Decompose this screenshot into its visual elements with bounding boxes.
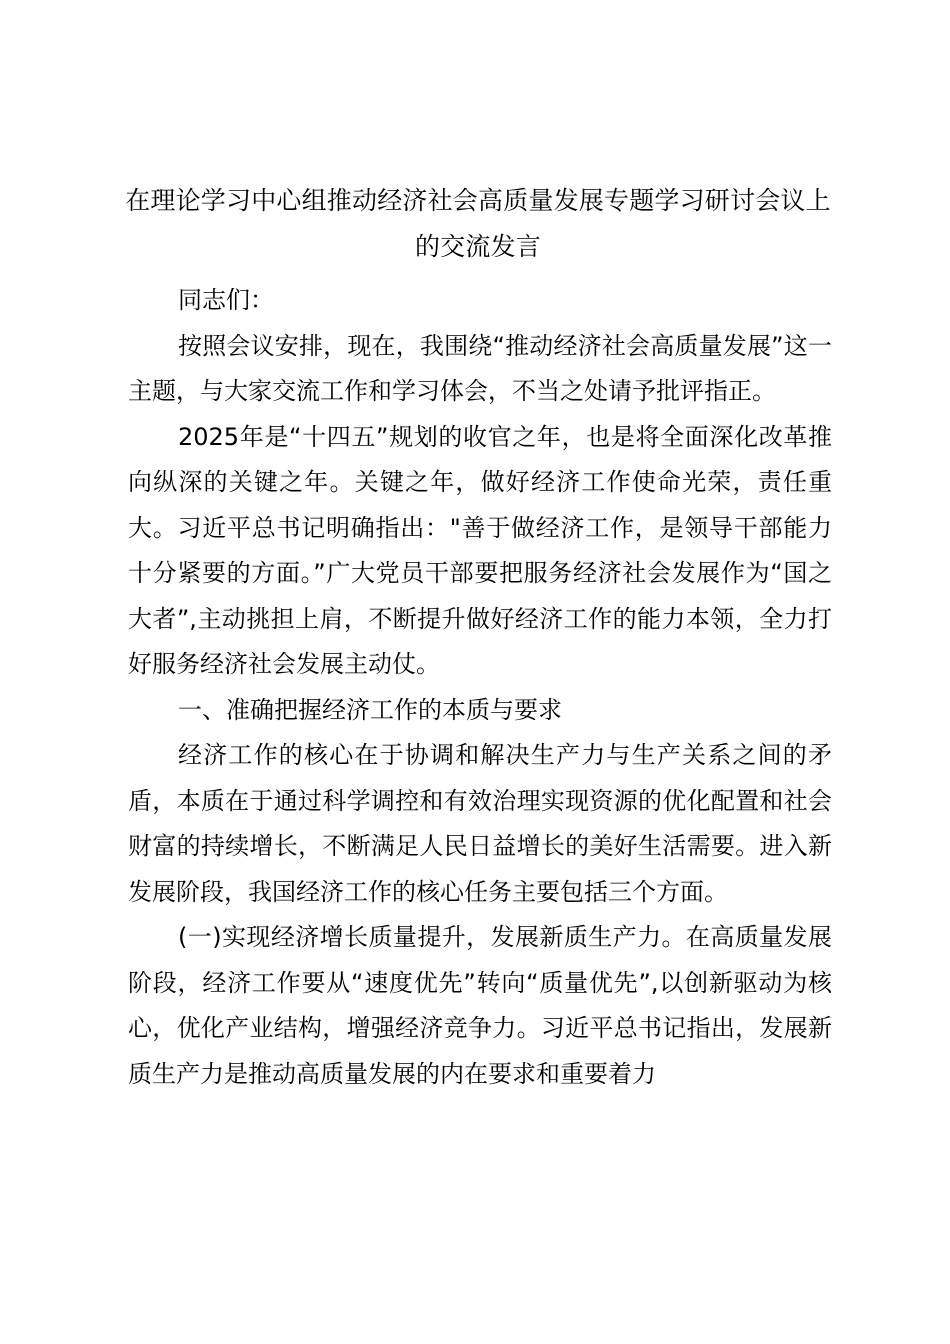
- document-title: 在理论学习中心组推动经济社会高质量发展专题学习研讨会议上的交流发言: [125, 186, 831, 261]
- document-body: [128, 278, 832, 1097]
- section-heading: 一、准确把握经济工作的本质与要求: [178, 695, 562, 724]
- paragraph-section-core: 经济工作的核心在于协调和解决生产力与生产关系之间的矛盾，本质在于通过科学调控和有效治理实现资源的优化配置和社会财富的持续增长，不断满足人民日益增长的美好生活需要。进入新发展阶段，我国经济工作的核心任务主要包括三个方面。: [128, 741, 832, 906]
- greeting: 同志们：: [178, 286, 274, 314]
- paragraph-section-point-one: (一)实现经济增长质量提升，发展新质生产力。在高质量发展阶段，经济工作要从“速度优先”转向“质量优先”,以创新驱动为核心，优化产业结构，增强经济竞争力。习近平总书记指出，发展新质生产力是推动高质量发展的内在要求和重要着力: [128, 923, 832, 1088]
- paragraph-background: 2025年是“十四五”规划的收官之年，也是将全面深化改革推向纵深的关键之年。关键之年，做好经济工作使命光荣，责任重大。习近平总书记明确指出："善于做经济工作，是领导干部能力十分紧要的方面。”广大党员干部要把服务经济社会发展作为“国之大者”,主动挑担上肩，不断提升做好经济工作的能力本领，全力打好服务经济社会发展主动仗。: [128, 422, 832, 678]
- paragraph-intro: 按照会议安排，现在，我围绕“推动经济社会高质量发展”这一主题，与大家交流工作和学习体会，不当之处请予批评指正。: [128, 331, 832, 405]
